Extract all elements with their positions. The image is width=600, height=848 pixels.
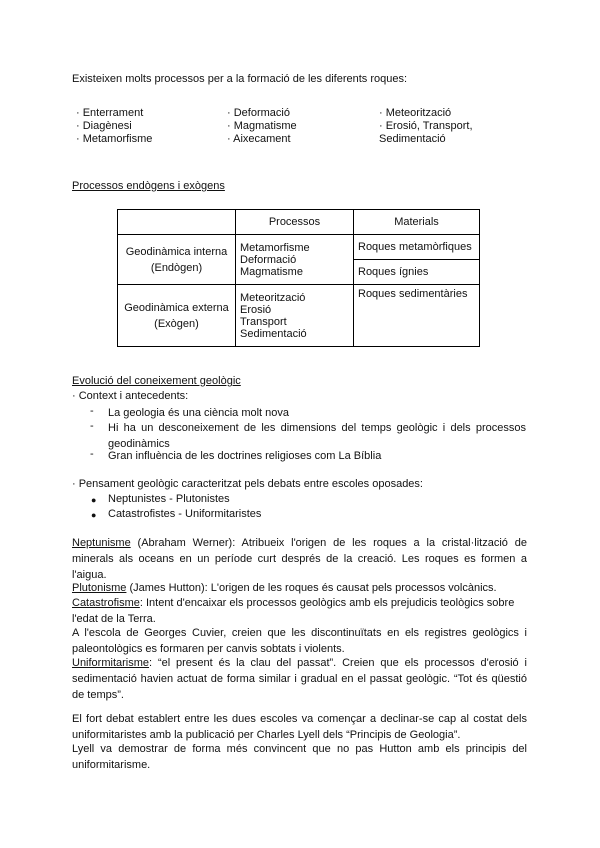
bullet-icon: ●: [91, 495, 97, 505]
context-item: La geologia és una ciència molt nova: [108, 407, 290, 419]
plutonism-paragraph: Plutonisme (James Hutton): L'origen de les roques és causat pels processos volcànics.: [72, 582, 497, 594]
table-header-cell: [118, 210, 236, 235]
uniformitarianism-term: Uniformitarisme: [72, 657, 150, 669]
process-item: · Meteorització: [379, 107, 452, 119]
debate-paragraph: El fort debat establert entre les dues escoles va començar a declinar-se cap al costat dels uniformitaristes amb la publicació per Charles Lyell dels “Principis de Geologia”.: [72, 713, 527, 741]
lyell-paragraph: Lyell va demostrar de forma més convincent que no pas Hutton amb els principis del uniformitarisme.: [72, 743, 527, 771]
context-title: · Context i antecedents:: [72, 390, 189, 402]
table-header-row: [118, 210, 480, 235]
bullet-item: Neptunistes - Plutonistes: [108, 493, 230, 505]
bullet-item: Catastrofistes - Uniformitaristes: [108, 508, 262, 520]
table-processes-cell: Meteorització Erosió Transport Sedimentació: [236, 285, 354, 347]
process-item: · Enterrament: [76, 107, 144, 119]
thought-title: · Pensament geològic caracteritzat pels debats entre escoles oposades:: [72, 478, 423, 490]
table-materials-cell: Roques metamòrfiques: [354, 235, 480, 260]
process-column-3: [379, 107, 473, 146]
plutonism-term: Plutonisme: [72, 582, 127, 594]
processes-table: [117, 209, 480, 347]
table-row-label: Geodinàmica interna (Endògen): [118, 235, 236, 285]
dash-marker: -: [90, 448, 94, 460]
section-title-evolution: Evolució del coneixement geològic: [72, 375, 241, 387]
bullet-icon: ●: [91, 510, 97, 520]
catastrophism-paragraph: Catastrofisme: Intent d'encaixar els processos geològics amb els prejudicis teològics sobre l'edat de la Terra.: [72, 597, 515, 625]
dash-marker: -: [90, 420, 94, 432]
table-row: [118, 285, 480, 347]
process-column-2: [227, 107, 297, 146]
process-item: · Metamorfisme: [76, 133, 153, 145]
section-title-processes: Processos endògens i exògens: [72, 180, 225, 192]
neptunism-term: Neptunisme: [72, 537, 131, 549]
catastrophism-term: Catastrofisme: [72, 597, 140, 609]
process-item: · Magmatisme: [227, 120, 297, 132]
uniformitarianism-paragraph: Uniformitarisme: “el present és la clau del passat”. Creien que els processos d'erosió i sedimentació havien actuat de forma similar i gradual en el passat geològic. “Tot és qüestió de temps”.: [72, 657, 527, 701]
table-materials-cell: Roques sedimentàries: [354, 285, 480, 347]
dash-marker: -: [90, 405, 94, 417]
table-row: [118, 235, 480, 260]
process-item: · Aixecament: [227, 133, 291, 145]
process-item: · Deformació: [227, 107, 290, 119]
intro-text: Existeixen molts processos per a la formació de les diferents roques:: [72, 73, 408, 85]
table-header-cell: Materials: [354, 210, 480, 235]
process-item: · Diagènesi: [76, 120, 132, 132]
context-item: Hi ha un desconeixement de les dimensions del temps geològic i dels processos geodinàmics: [108, 422, 526, 450]
table-materials-cell: Roques ígnies: [354, 260, 480, 285]
table-row-label: Geodinàmica externa (Exògen): [118, 285, 236, 347]
process-column-1: [76, 107, 152, 146]
table-processes-cell: Metamorfisme Deformació Magmatisme: [236, 235, 354, 285]
process-item: · Erosió, Transport,: [379, 120, 473, 132]
cuvier-paragraph: A l'escola de Georges Cuvier, creien que les discontinuïtats en els registres geològics i paleontològics es formaren per canvis sobtats i violents.: [72, 627, 527, 655]
context-item: Gran influència de les doctrines religioses com La Bíblia: [108, 450, 382, 462]
neptunism-paragraph: Neptunisme (Abraham Werner): Atribueix l'origen de les roques a la cristal·lització de minerals als oceans en un període curt després de la creació. Les roques es formen a l'aigua.: [72, 537, 527, 581]
process-item: Sedimentació: [379, 133, 446, 145]
table-header-cell: Processos: [236, 210, 354, 235]
